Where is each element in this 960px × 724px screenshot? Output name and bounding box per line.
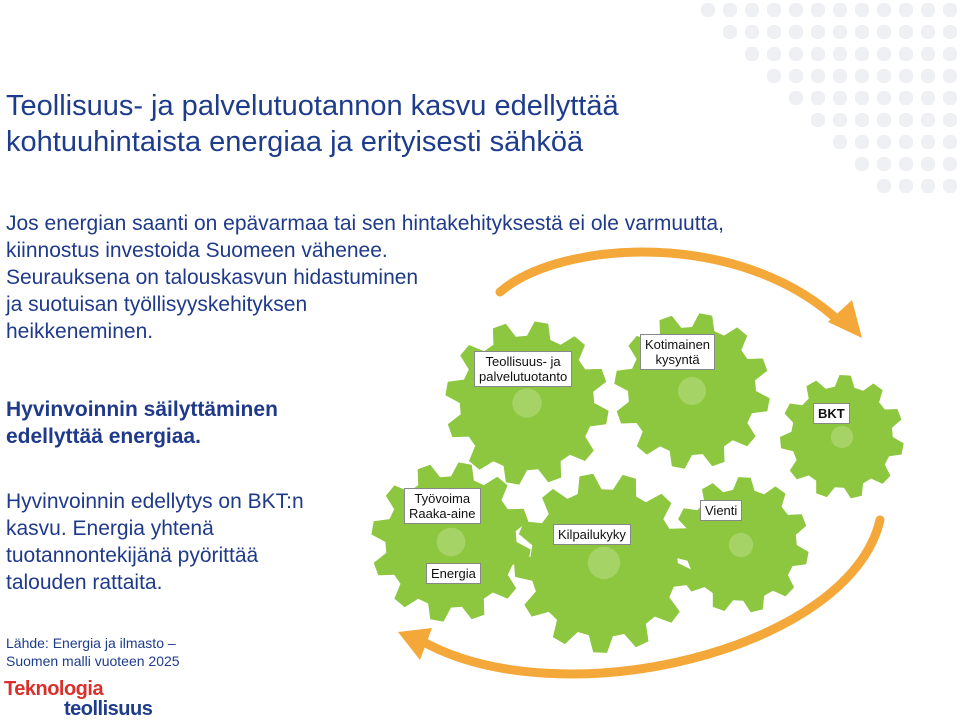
- intro-line-5: heikkeneminen.: [6, 320, 154, 343]
- gear-kotimainen-hub: [678, 377, 706, 405]
- title-line-2: kohtuuhintaista energiaa ja erityisesti sähköä: [6, 126, 584, 158]
- source-line-1: Lähde: Energia ja ilmasto –: [6, 635, 176, 651]
- gear-label-kotimainen: Kotimainen kysyntä: [640, 334, 715, 370]
- page-title: [6, 88, 619, 160]
- gear-label-energia: Energia: [426, 563, 481, 584]
- emphasis-line-1: Hyvinvoinnin säilyttäminen: [6, 398, 278, 421]
- intro-line-3: Seurauksena on talouskasvun hidastuminen: [6, 266, 419, 289]
- gear-tyovoima-hub: [437, 528, 466, 557]
- intro-line-1: Jos energian saanti on epävarmaa tai sen hintakehityksestä ei ole varmuutta,: [6, 212, 724, 235]
- logo-line-1: Teknologia: [4, 678, 104, 700]
- gear-label-kilpailukyky: Kilpailukyky: [553, 524, 631, 545]
- gear-label-teollisuus: Teollisuus- ja palvelutuotanto: [474, 351, 572, 387]
- gear-bkt-hub: [831, 426, 853, 448]
- teknologiateollisuus-logo: [4, 679, 152, 719]
- intro-line-2: kiinnostus investoida Suomeen vähenee.: [6, 239, 388, 262]
- gdp-line-4: talouden rattaita.: [6, 571, 163, 594]
- gear-kilpailukyky-hub: [588, 547, 620, 579]
- intro-line-4: ja suotuisan työllisyyskehityksen: [6, 293, 308, 316]
- gear-vienti-hub: [729, 533, 753, 557]
- gear-label-bkt: BKT: [813, 403, 850, 424]
- intro-paragraph: [6, 210, 886, 345]
- gdp-line-3: tuotannontekijänä pyörittää: [6, 544, 259, 567]
- logo-line-2: teollisuus: [64, 698, 153, 720]
- gear-label-vienti: Vienti: [700, 500, 742, 521]
- source-line-2: Suomen malli vuoteen 2025: [6, 653, 180, 669]
- gdp-line-2: kasvu. Energia yhtenä: [6, 517, 214, 540]
- title-line-1: Teollisuus- ja palvelutuotannon kasvu edellyttää: [6, 90, 619, 122]
- gear-label-tyovoima: Työvoima Raaka-aine: [404, 488, 481, 524]
- emphasis-line-2: edellyttää energiaa.: [6, 425, 201, 448]
- source-note: [6, 634, 180, 670]
- emphasis-statement: [6, 396, 278, 450]
- gdp-line-1: Hyvinvoinnin edellytys on BKT:n: [6, 490, 304, 513]
- gear-teollisuus-hub: [512, 388, 542, 418]
- gdp-paragraph: [6, 488, 304, 596]
